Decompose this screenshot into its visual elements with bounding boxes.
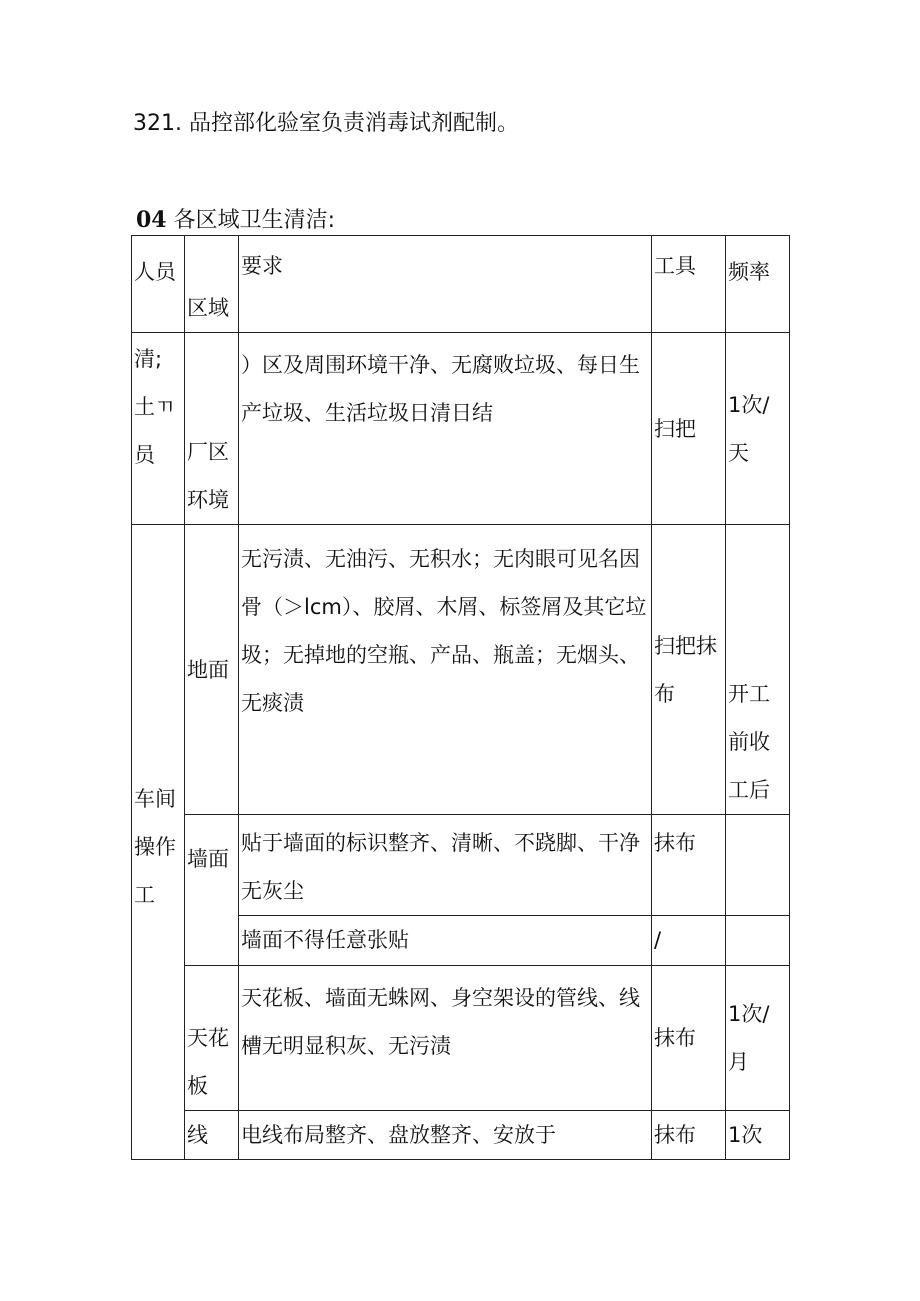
cell-requirement: 电线布局整齐、盘放整齐、安放于 [239, 1111, 652, 1160]
cell-area: 墙面 [185, 815, 239, 966]
header-area: 区域 [185, 236, 239, 333]
cell-tool: 抹布 [652, 1111, 726, 1160]
header-person: 人员 [132, 236, 185, 333]
cell-requirement: 天花板、墙面无蛛网、身空架设的管线、线槽无明显积灰、无污渍 [239, 966, 652, 1111]
cell-tool: 扫把抹布 [652, 525, 726, 815]
header-frequency: 频率 [726, 236, 790, 333]
table-row [132, 525, 790, 815]
cell-person: 车间操作工 [132, 525, 185, 1160]
cell-area: 天花板 [185, 966, 239, 1111]
table-row [132, 333, 790, 525]
table-row [132, 815, 790, 916]
cell-frequency: 开工前收工后 [726, 525, 790, 815]
header-tool: 工具 [652, 236, 726, 333]
cell-frequency [726, 916, 790, 966]
cell-tool: / [652, 916, 726, 966]
cell-tool: 抹布 [652, 966, 726, 1111]
table-row [132, 1111, 790, 1160]
cell-requirement: 无污渍、无油污、无积水；无肉眼可见名因骨（＞lcm）、胶屑、木屑、标签屑及其它垃圾；无掉地的空瓶、产品、瓶盖；无烟头、无痰渍 [239, 525, 652, 815]
header-row [132, 236, 790, 333]
cell-frequency [726, 815, 790, 916]
cell-tool: 扫把 [652, 333, 726, 525]
cell-area: 厂区环境 [185, 333, 239, 525]
cell-frequency: 1次/月 [726, 966, 790, 1111]
header-requirement: 要求 [239, 236, 652, 333]
section-title: 各区域卫生清洁: [173, 208, 336, 233]
cell-frequency: 1次 [726, 1111, 790, 1160]
cleaning-table [131, 235, 790, 1160]
section-heading [136, 204, 335, 237]
cell-tool: 抹布 [652, 815, 726, 916]
cell-area: 地面 [185, 525, 239, 815]
cell-person: 清;土ㄲ员 [132, 333, 185, 525]
cell-requirement: 墙面不得任意张贴 [239, 916, 652, 966]
paragraph-321: 321. 品控部化验室负责消毒试剂配制。 [133, 111, 519, 136]
cell-area: 线 [185, 1111, 239, 1160]
cell-requirement: 贴于墙面的标识整齐、清晰、不跷脚、干净无灰尘 [239, 815, 652, 916]
cell-requirement: ）区及周围环境干净、无腐败垃圾、每日生产垃圾、生活垃圾日清日结 [239, 333, 652, 525]
section-number: 04 [136, 207, 167, 233]
cell-frequency: 1次/天 [726, 333, 790, 525]
table-row [132, 966, 790, 1111]
